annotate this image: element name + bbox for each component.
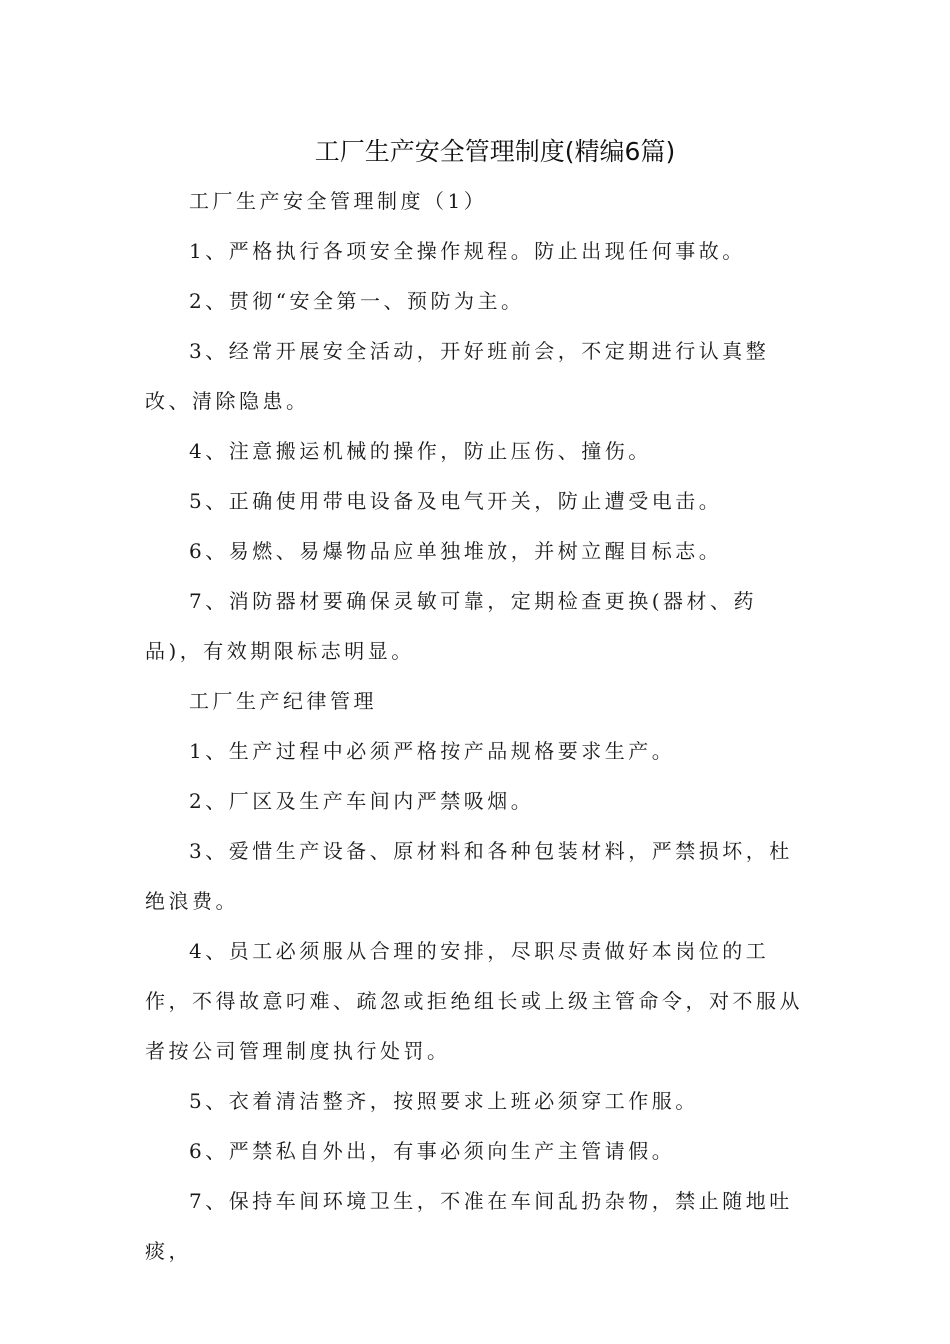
section-heading: 工厂生产安全管理制度（1） bbox=[189, 189, 488, 213]
section-heading: 工厂生产纪律管理 bbox=[189, 689, 377, 713]
list-item: 2、厂区及生产车间内严禁吸烟。 bbox=[189, 789, 535, 813]
list-item: 1、生产过程中必须严格按产品规格要求生产。 bbox=[189, 739, 676, 763]
list-item: 1、严格执行各项安全操作规程。防止出现任何事故。 bbox=[189, 239, 746, 263]
list-item: 7、消防器材要确保灵敏可靠，定期检查更换(器材、药品)，有效期限标志明显。 bbox=[145, 589, 758, 663]
document-title: 工厂生产安全管理制度(精编6篇) bbox=[314, 137, 676, 166]
list-item: 5、正确使用带电设备及电气开关，防止遭受电击。 bbox=[189, 489, 723, 513]
list-item: 5、衣着清洁整齐，按照要求上班必须穿工作服。 bbox=[189, 1089, 699, 1113]
list-item: 6、严禁私自外出，有事必须向生产主管请假。 bbox=[189, 1139, 676, 1163]
list-item: 2、贯彻“安全第一、预防为主。 bbox=[189, 289, 525, 313]
document-body bbox=[145, 176, 808, 1276]
list-item: 4、员工必须服从合理的安排，尽职尽责做好本岗位的工作，不得故意叼难、疏忽或拒绝组长或上级主管命令，对不服从者按公司管理制度执行处罚。 bbox=[145, 939, 803, 1063]
list-item: 7、保持车间环境卫生，不准在车间乱扔杂物，禁止随地吐痰， bbox=[145, 1189, 793, 1263]
list-item: 6、易燃、易爆物品应单独堆放，并树立醒目标志。 bbox=[189, 539, 723, 563]
list-item: 3、经常开展安全活动，开好班前会，不定期进行认真整改、清除隐患。 bbox=[145, 339, 770, 413]
list-item: 3、爱惜生产设备、原材料和各种包装材料，严禁损坏，杜绝浪费。 bbox=[145, 839, 793, 913]
list-item: 4、注意搬运机械的操作，防止压伤、撞伤。 bbox=[189, 439, 652, 463]
